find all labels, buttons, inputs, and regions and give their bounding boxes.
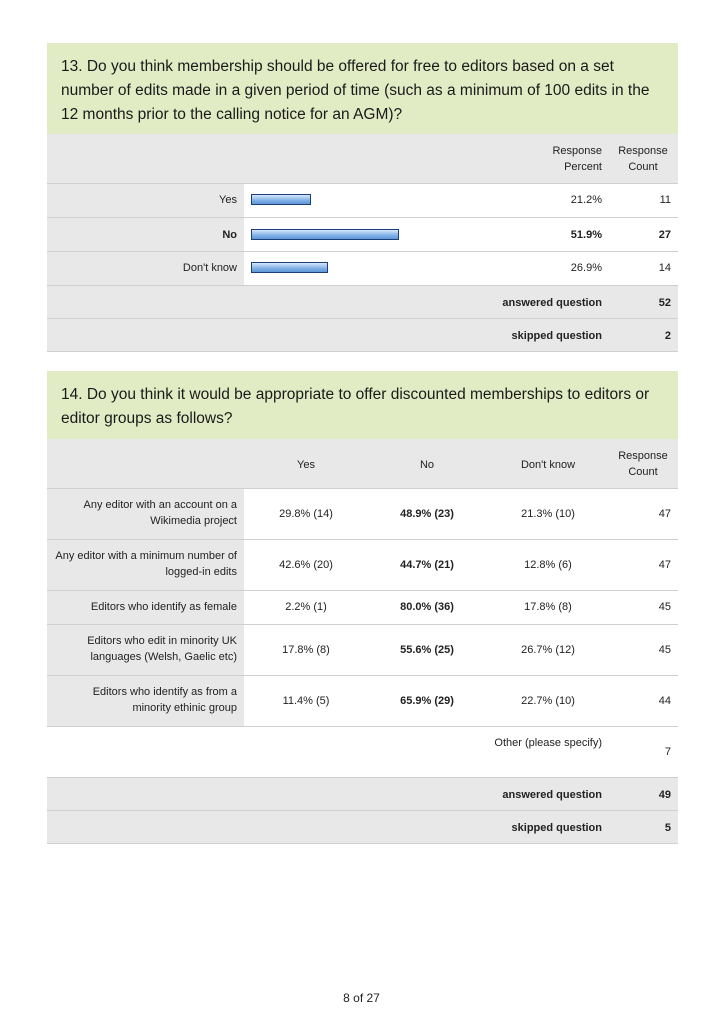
q14-row-label: Editors who identify as female xyxy=(90,601,237,613)
q14-skipped-row xyxy=(47,811,678,844)
q13-row-label: Don't know xyxy=(182,262,237,274)
q13-skipped-row xyxy=(47,319,678,352)
q14-answered-row xyxy=(47,778,678,811)
q14-count: 45 xyxy=(658,601,671,613)
q13-bar-no xyxy=(251,229,399,240)
q14-row-label: Editors who identify as from a minority ethinic group xyxy=(92,686,237,714)
q14-dontknow: 26.7% (12) xyxy=(521,644,575,656)
q13-percent: 26.9% xyxy=(570,262,602,274)
q13-header-row xyxy=(47,134,678,184)
q14-col-yes: Yes xyxy=(297,459,315,471)
q14-count: 45 xyxy=(658,644,671,656)
q14-yes: 29.8% (14) xyxy=(279,508,333,520)
q14-row xyxy=(47,591,678,625)
q14-row-label: Any editor with a minimum number of logged-in edits xyxy=(55,550,237,578)
q13-row-yes xyxy=(47,184,678,218)
q14-yes: 42.6% (20) xyxy=(279,559,333,571)
q13-answered-label: answered question xyxy=(502,297,602,309)
q13-col-percent: Response Percent xyxy=(552,145,602,173)
q14-row-label: Editors who edit in minority UK languages (Welsh, Gaelic etc) xyxy=(87,635,237,663)
q13-skipped-count: 2 xyxy=(664,330,671,342)
q14-yes: 11.4% (5) xyxy=(282,695,330,707)
q14-answered-count: 49 xyxy=(658,789,671,801)
q13-row-label: Yes xyxy=(219,194,237,206)
q14-col-no: No xyxy=(419,459,435,471)
q14-row-label: Any editor with an account on a Wikimedia project xyxy=(83,499,237,527)
q14-no: 48.9% (23) xyxy=(400,508,454,520)
q14-row xyxy=(47,625,678,676)
q13-title: 13. Do you think membership should be offered for free to editors based on a set number of edits made in a given period of time (such as a minimum of 100 edits in the 12 months prior to the calling notice for an AGM)? xyxy=(47,43,678,134)
q14-no: 65.9% (29) xyxy=(400,695,454,707)
q14-title: 14. Do you think it would be appropriate to offer discounted memberships to editors or editor groups as follows? xyxy=(47,371,678,439)
q14-no: 55.6% (25) xyxy=(400,644,454,656)
q14-dontknow: 17.8% (8) xyxy=(524,601,572,613)
q14-header-row xyxy=(47,439,678,489)
q14-count: 47 xyxy=(658,559,671,571)
q13-bar-dontknow xyxy=(251,262,328,273)
q13-col-count: Response Count xyxy=(618,145,668,173)
q13-count: 11 xyxy=(659,194,671,206)
q14-row xyxy=(47,676,678,727)
q13-percent: 51.9% xyxy=(570,229,602,241)
q13-count: 14 xyxy=(658,262,671,274)
q13-answered-row xyxy=(47,286,678,319)
q14-other-row xyxy=(47,727,678,778)
q14-yes: 2.2% (1) xyxy=(285,601,327,613)
q14-dontknow: 21.3% (10) xyxy=(521,508,575,520)
page-number: 8 of 27 xyxy=(343,991,380,1005)
q14-no: 44.7% (21) xyxy=(400,559,454,571)
q14-skipped-count: 5 xyxy=(664,822,671,834)
q13-percent: 21.2% xyxy=(570,194,602,206)
q14-row xyxy=(47,489,678,540)
q13-row-label: No xyxy=(222,229,237,241)
q14-skipped-label: skipped question xyxy=(511,822,602,834)
q14-other-count: 7 xyxy=(664,746,671,758)
q13-row-dontknow xyxy=(47,252,678,286)
q13-skipped-label: skipped question xyxy=(511,330,602,342)
q14-count: 44 xyxy=(658,695,671,707)
q14-answered-label: answered question xyxy=(502,789,602,801)
q13-bar-yes xyxy=(251,194,311,205)
q13-row-no xyxy=(47,218,678,252)
q14-dontknow: 22.7% (10) xyxy=(521,695,575,707)
q14-yes: 17.8% (8) xyxy=(282,644,330,656)
q14-count: 47 xyxy=(658,508,671,520)
q14-row xyxy=(47,540,678,591)
q13-answered-count: 52 xyxy=(658,297,671,309)
q14-col-count: Response Count xyxy=(618,450,668,478)
q14-dontknow: 12.8% (6) xyxy=(524,559,572,571)
q14-other-label[interactable]: Other (please specify) xyxy=(494,737,602,749)
q14-col-dontknow: Don't know xyxy=(520,459,576,471)
q13-count: 27 xyxy=(658,229,671,241)
q14-no: 80.0% (36) xyxy=(400,601,454,613)
